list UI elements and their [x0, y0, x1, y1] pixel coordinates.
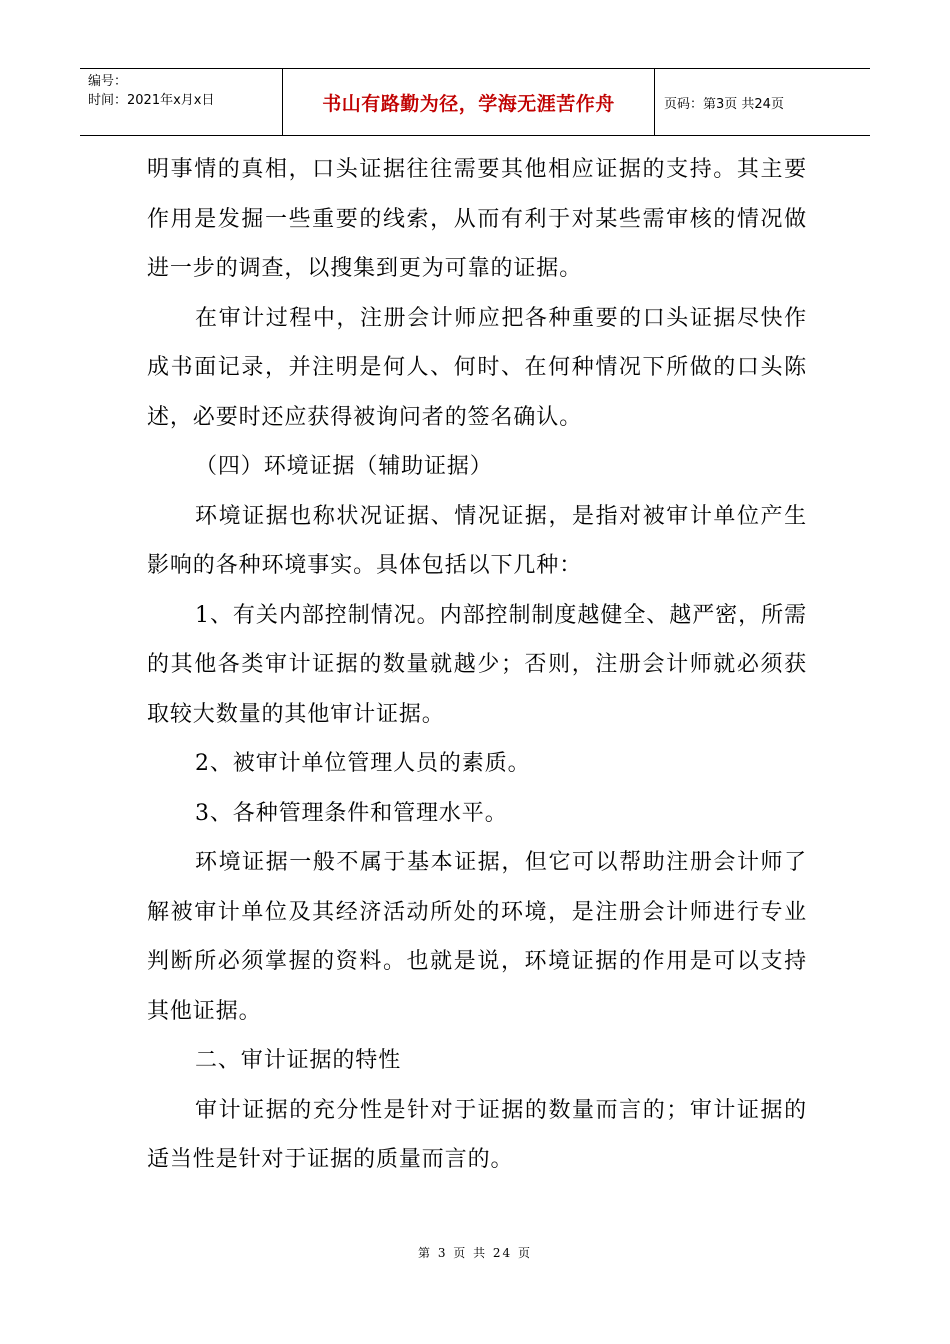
header-page-info: 页码：第3页 共24页 [664, 96, 784, 112]
body-paragraph: 环境证据也称状况证据、情况证据，是指对被审计单位产生影响的各种环境事实。具体包括以下几种： [147, 503, 807, 578]
header-motto: 书山有路勤为径，学海无涯苦作舟 [283, 69, 655, 135]
section-heading: （四）环境证据（辅助证据） [195, 454, 493, 479]
document-time-label: 时间：2021年x月x日 [88, 93, 215, 108]
header-meta-cell [80, 69, 283, 135]
body-paragraph: 审计证据的充分性是针对于证据的数量而言的；审计证据的适当性是针对于证据的质量而言的。 [147, 1097, 807, 1172]
page-footer: 第 3 页 共 24 页 [418, 1246, 532, 1260]
section-heading: 二、审计证据的特性 [195, 1048, 402, 1073]
list-item: 1、有关内部控制情况。内部控制制度越健全、越严密，所需的其他各类审计证据的数量就越少；否则，注册会计师就必须获取较大数量的其他审计证据。 [147, 602, 807, 727]
body-paragraph: 明事情的真相，口头证据往往需要其他相应证据的支持。其主要作用是发掘一些重要的线索，从而有利于对某些需审核的情况做进一步的调查，以搜集到更为可靠的证据。 [147, 157, 807, 281]
document-number-label: 编号： [88, 74, 128, 89]
page-header [80, 68, 870, 136]
body-paragraph: 在审计过程中，注册会计师应把各种重要的口头证据尽快作成书面记录，并注明是何人、何时、在何种情况下所做的口头陈述，必要时还应获得被询问者的签名确认。 [147, 305, 807, 430]
list-item: 2、被审计单位管理人员的素质。 [195, 751, 531, 776]
body-paragraph: 环境证据一般不属于基本证据，但它可以帮助注册会计师了解被审计单位及其经济活动所处的环境，是注册会计师进行专业判断所必须掌握的资料。也就是说，环境证据的作用是可以支持其他证据。 [147, 850, 807, 1024]
list-item: 3、各种管理条件和管理水平。 [195, 800, 508, 826]
document-body [147, 145, 807, 1185]
